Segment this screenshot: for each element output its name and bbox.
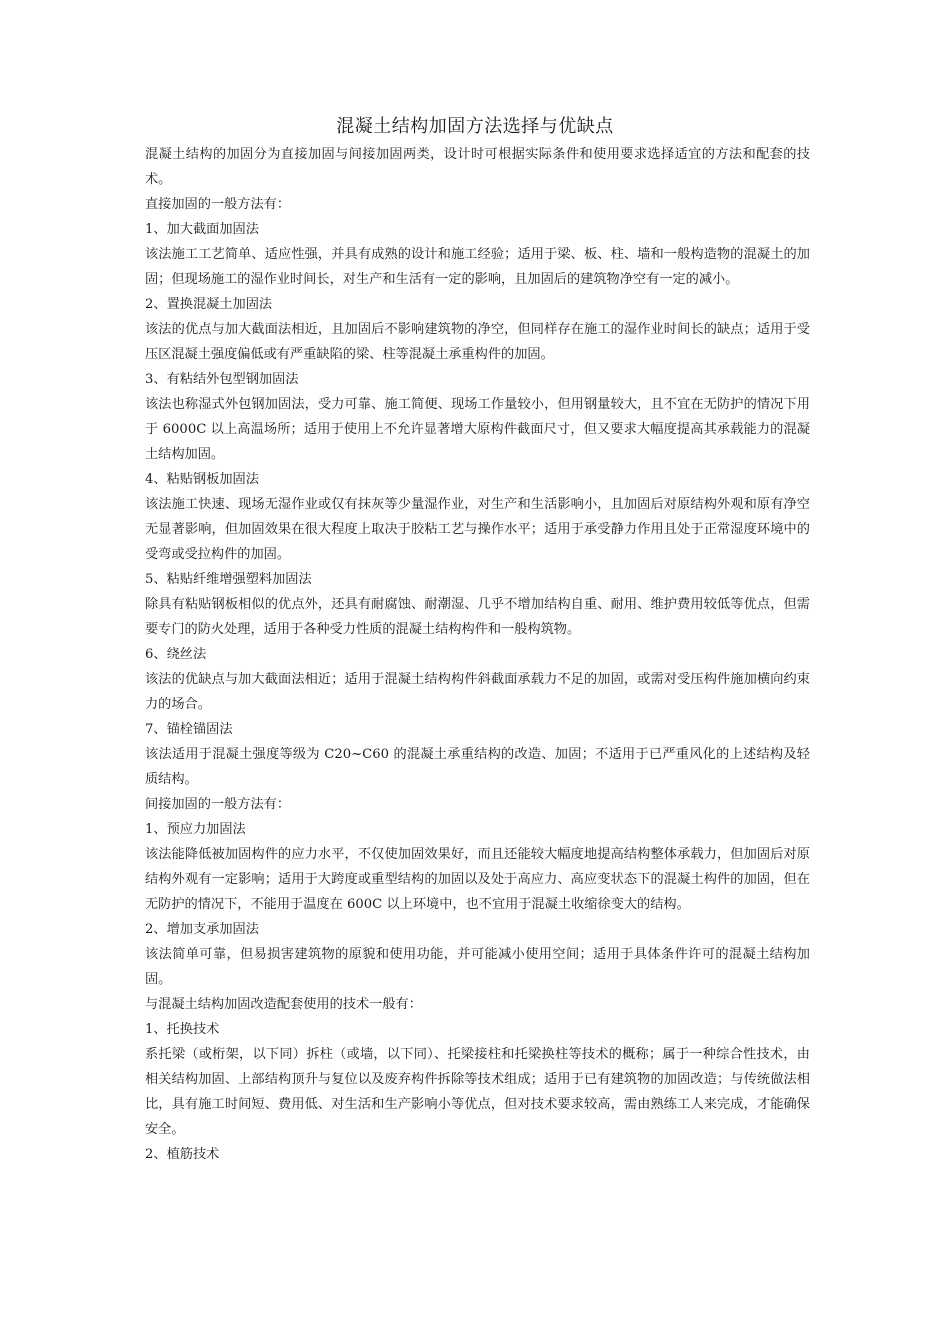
method-heading: 1、托换技术 bbox=[145, 1022, 220, 1037]
method-description: 该法施工快速、现场无湿作业或仅有抹灰等少量湿作业，对生产和生活影响小，且加固后对原结构外观和原有净空无显著影响，但加固效果在很大程度上取决于胶粘工艺与操作水平；适用于承受静力作用且处于正常湿度环境中的受弯或受拉构件的加固。 bbox=[145, 497, 810, 562]
method-heading: 6、绕丝法 bbox=[145, 647, 207, 662]
section-heading-supporting: 与混凝土结构加固改造配套使用的技术一般有： bbox=[145, 997, 422, 1012]
section-heading-direct: 直接加固的一般方法有： bbox=[145, 197, 291, 212]
method-description: 该法的优缺点与加大截面法相近；适用于混凝土结构构件斜截面承载力不足的加固，或需对受压构件施加横向约束力的场合。 bbox=[145, 672, 810, 712]
section-heading-indirect: 间接加固的一般方法有： bbox=[145, 797, 291, 812]
method-heading: 2、增加支承加固法 bbox=[145, 922, 259, 937]
method-heading: 1、加大截面加固法 bbox=[145, 222, 259, 237]
method-description: 该法也称湿式外包钢加固法，受力可靠、施工简便、现场工作量较小，但用钢量较大，且不宜在无防护的情况下用于 6000C 以上高温场所；适用于使用上不允许显著增大原构件截面尺寸，但又要求大幅度提高其承载能力的混凝土结构加固。 bbox=[145, 397, 810, 462]
method-heading: 2、植筋技术 bbox=[145, 1147, 220, 1162]
method-heading: 7、锚栓锚固法 bbox=[145, 722, 233, 737]
method-description: 系托梁（或桁架，以下同）拆柱（或墙，以下同）、托梁接柱和托梁换柱等技术的概称；属于一种综合性技术，由相关结构加固、上部结构顶升与复位以及废弃构件拆除等技术组成；适用于已有建筑物的加固改造；与传统做法相比，具有施工时间短、费用低、对生活和生产影响小等优点，但对技术要求较高，需由熟练工人来完成，才能确保安全。 bbox=[145, 1047, 810, 1137]
method-description: 该法施工工艺简单、适应性强，并具有成熟的设计和施工经验；适用于梁、板、柱、墙和一般构造物的混凝土的加固；但现场施工的湿作业时间长，对生产和生活有一定的影响，且加固后的建筑物净空有一定的减小。 bbox=[145, 247, 810, 287]
method-heading: 4、粘贴钢板加固法 bbox=[145, 472, 259, 487]
method-heading: 3、有粘结外包型钢加固法 bbox=[145, 372, 299, 387]
method-description: 除具有粘贴钢板相似的优点外，还具有耐腐蚀、耐潮湿、几乎不增加结构自重、耐用、维护费用较低等优点，但需要专门的防火处理，适用于各种受力性质的混凝土结构构件和一般构筑物。 bbox=[145, 597, 810, 637]
document-body bbox=[145, 142, 810, 1167]
intro-paragraph: 混凝土结构的加固分为直接加固与间接加固两类，设计时可根据实际条件和使用要求选择适宜的方法和配套的技术。 bbox=[145, 147, 810, 187]
method-description: 该法能降低被加固构件的应力水平，不仅使加固效果好，而且还能较大幅度地提高结构整体承载力，但加固后对原结构外观有一定影响；适用于大跨度或重型结构的加固以及处于高应力、高应变状态下的混凝土构件的加固，但在无防护的情况下，不能用于温度在 600C 以上环境中，也不宜用于混凝土收缩徐变大的结构。 bbox=[145, 847, 810, 912]
method-description: 该法适用于混凝土强度等级为 C20~C60 的混凝土承重结构的改造、加固；不适用于已严重风化的上述结构及轻质结构。 bbox=[145, 747, 810, 787]
method-description: 该法的优点与加大截面法相近，且加固后不影响建筑物的净空，但同样存在施工的湿作业时间长的缺点；适用于受压区混凝土强度偏低或有严重缺陷的梁、柱等混凝土承重构件的加固。 bbox=[145, 322, 810, 362]
method-heading: 2、置换混凝土加固法 bbox=[145, 297, 273, 312]
method-heading: 1、预应力加固法 bbox=[145, 822, 246, 837]
document-title: 混凝土结构加固方法选择与优缺点 bbox=[336, 116, 614, 137]
method-heading: 5、粘贴纤维增强塑料加固法 bbox=[145, 572, 312, 587]
method-description: 该法简单可靠，但易损害建筑物的原貌和使用功能，并可能减小使用空间；适用于具体条件许可的混凝土结构加固。 bbox=[145, 947, 810, 987]
